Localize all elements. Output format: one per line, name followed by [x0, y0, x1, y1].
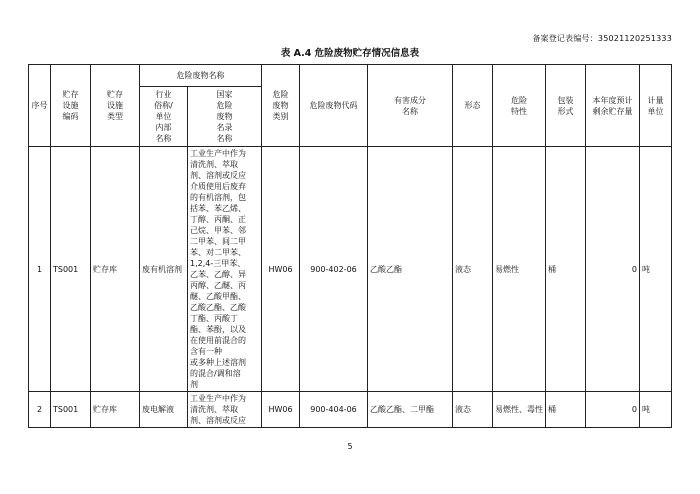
cell-facility-type: 贮存库: [91, 392, 140, 428]
hazardous-waste-storage-table: [28, 64, 672, 428]
cell-waste-code: 900-404-06: [300, 392, 368, 428]
cell-harmful-components: 乙酸乙酯、二甲酯: [368, 392, 453, 428]
header-industry-name: 行业 俗称/ 单位 内部 名称: [140, 87, 188, 147]
header-facility-code: 贮存 设施 编码: [51, 65, 91, 147]
cell-national-name: 工业生产中作为 清洗剂、萃取 剂、溶剂或反应: [188, 392, 262, 428]
cell-facility-code: TS001: [51, 147, 91, 392]
table-row: [29, 392, 672, 428]
cell-facility-code: TS001: [51, 392, 91, 428]
cell-national-name: 工业生产中作为 清洗剂、萃取 剂、溶剂或反应 介质使用后废弃 的有机溶剂，包 括苯、苯乙烯、 丁醇、丙酮、正 己烷、甲苯、邻 二甲苯、间二甲 苯、对二甲苯、 1,2,4-三甲苯、 乙苯、乙醇、异 丙醇、乙醚、丙 醚、乙酸甲酯、 乙酸乙酯、乙酸 丁酯、丙酸丁 酯、苯酚，以及 在使用前混合的 含有一种 或多种上述溶剂 的混合/调和溶 剂: [188, 147, 262, 392]
cell-property: 易燃性: [493, 147, 546, 392]
cell-industry-name: 废电解液: [140, 392, 188, 428]
table-row: [29, 147, 672, 392]
header-remaining: 本年度预计 剩余贮存量: [586, 65, 640, 147]
header-national-name: 国家 危险 废物 名录 名称: [188, 87, 262, 147]
cell-remaining: 0: [586, 147, 640, 392]
filing-number: 备案登记表编号：35021120251333: [532, 34, 672, 43]
header-facility-type: 贮存 设施 类型: [91, 65, 140, 147]
header-unit: 计量 单位: [640, 65, 672, 147]
cell-remaining: 0: [586, 392, 640, 428]
cell-form: 液态: [453, 147, 493, 392]
cell-packaging: 桶: [546, 392, 586, 428]
cell-industry-name: 废有机溶剂: [140, 147, 188, 392]
header-waste-category: 危险 废物 类别: [262, 65, 300, 147]
cell-waste-code: 900-402-06: [300, 147, 368, 392]
cell-harmful-components: 乙酸乙酯: [368, 147, 453, 392]
cell-seq: 2: [29, 392, 51, 428]
page-number: 5: [347, 442, 353, 451]
header-waste-code: 危险废物代码: [300, 65, 368, 147]
cell-form: 液态: [453, 392, 493, 428]
header-form: 形态: [453, 65, 493, 147]
cell-waste-category: HW06: [262, 147, 300, 392]
header-packaging: 包装 形式: [546, 65, 586, 147]
cell-seq: 1: [29, 147, 51, 392]
header-waste-name-group: 危险废物名称: [140, 65, 262, 87]
header-property: 危险 特性: [493, 65, 546, 147]
header-harmful-components: 有害成分 名称: [368, 65, 453, 147]
cell-unit: 吨: [640, 147, 672, 392]
cell-property: 易燃性、毒性: [493, 392, 546, 428]
cell-facility-type: 贮存库: [91, 147, 140, 392]
cell-packaging: 桶: [546, 147, 586, 392]
table-title: 表 A.4 危险废物贮存情况信息表: [280, 48, 420, 59]
cell-waste-category: HW06: [262, 392, 300, 428]
header-seq: 序号: [29, 65, 51, 147]
cell-unit: 吨: [640, 392, 672, 428]
